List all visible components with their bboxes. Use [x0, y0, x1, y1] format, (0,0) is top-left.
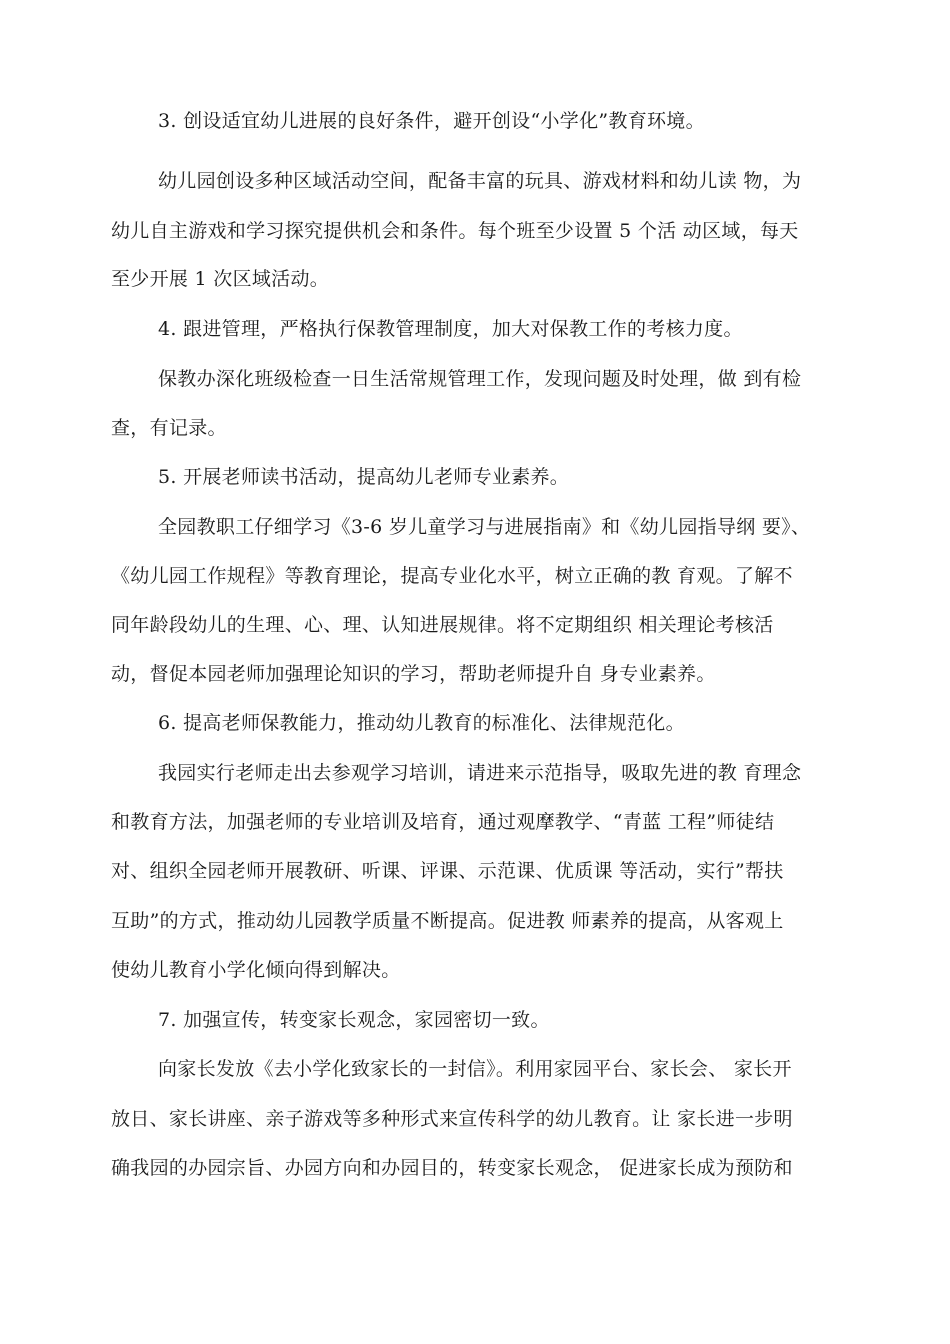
- heading-5: 5. 开展老师读书活动，提高幼儿老师专业素养。: [158, 466, 570, 488]
- paragraph-line: 幼儿自主游戏和学习探究提供机会和条件。每个班至少设置 5 个活 动区域，每天: [111, 220, 799, 242]
- heading-7: 7. 加强宣传，转变家长观念，家园密切一致。: [158, 1009, 550, 1031]
- paragraph-line: 对、组织全园老师开展教研、听课、评课、示范课、优质课 等活动，实行”帮扶: [111, 860, 784, 882]
- paragraph-line: 查，有记录。: [111, 417, 227, 439]
- paragraph-line: 放日、家长讲座、亲子游戏等多种形式来宣传科学的幼儿教育。让 家长进一步明: [111, 1108, 793, 1130]
- paragraph-line: 和教育方法，加强老师的专业培训及培育，通过观摩教学、“青蓝 工程”师徒结: [111, 811, 775, 833]
- paragraph-line: 全园教职工仔细学习《3-6 岁儿童学习与进展指南》和《幼儿园指导纲 要》、: [158, 516, 811, 538]
- paragraph-line: 确我园的办园宗旨、办园方向和办园目的，转变家长观念， 促进家长成为预防和: [111, 1157, 793, 1179]
- paragraph-line: 《幼儿园工作规程》等教育理论，提高专业化水平，树立正确的教 育观。了解不: [111, 565, 793, 587]
- heading-4: 4. 跟进管理，严格执行保教管理制度，加大对保教工作的考核力度。: [158, 318, 743, 340]
- paragraph-line: 同年龄段幼儿的生理、心、理、认知进展规律。将不定期组织 相关理论考核活: [111, 614, 774, 636]
- paragraph-line: 向家长发放《去小学化致家长的一封信》。利用家园平台、家长会、 家长开: [158, 1058, 792, 1080]
- paragraph-line: 至少开展 1 次区域活动。: [111, 268, 330, 290]
- heading-6: 6. 提高老师保教能力，推动幼儿教育的标准化、法律规范化。: [158, 712, 685, 734]
- paragraph-line: 幼儿园创设多种区域活动空间，配备丰富的玩具、游戏材料和幼儿读 物，为: [158, 170, 802, 192]
- heading-3: 3. 创设适宜幼儿进展的良好条件，避开创设“小学化”教育环境。: [158, 110, 705, 132]
- paragraph-line: 保教办深化班级检查一日生活常规管理工作，发现问题及时处理，做 到有检: [158, 368, 802, 390]
- paragraph-line: 使幼儿教育小学化倾向得到解决。: [111, 959, 401, 981]
- paragraph-line: 我园实行老师走出去参观学习培训，请进来示范指导，吸取先进的教 育理念: [158, 762, 802, 784]
- paragraph-line: 动，督促本园老师加强理论知识的学习，帮助老师提升自 身专业素养。: [111, 663, 716, 685]
- paragraph-line: 互助”的方式，推动幼儿园教学质量不断提高。促进教 师素养的提高，从客观上: [111, 910, 784, 932]
